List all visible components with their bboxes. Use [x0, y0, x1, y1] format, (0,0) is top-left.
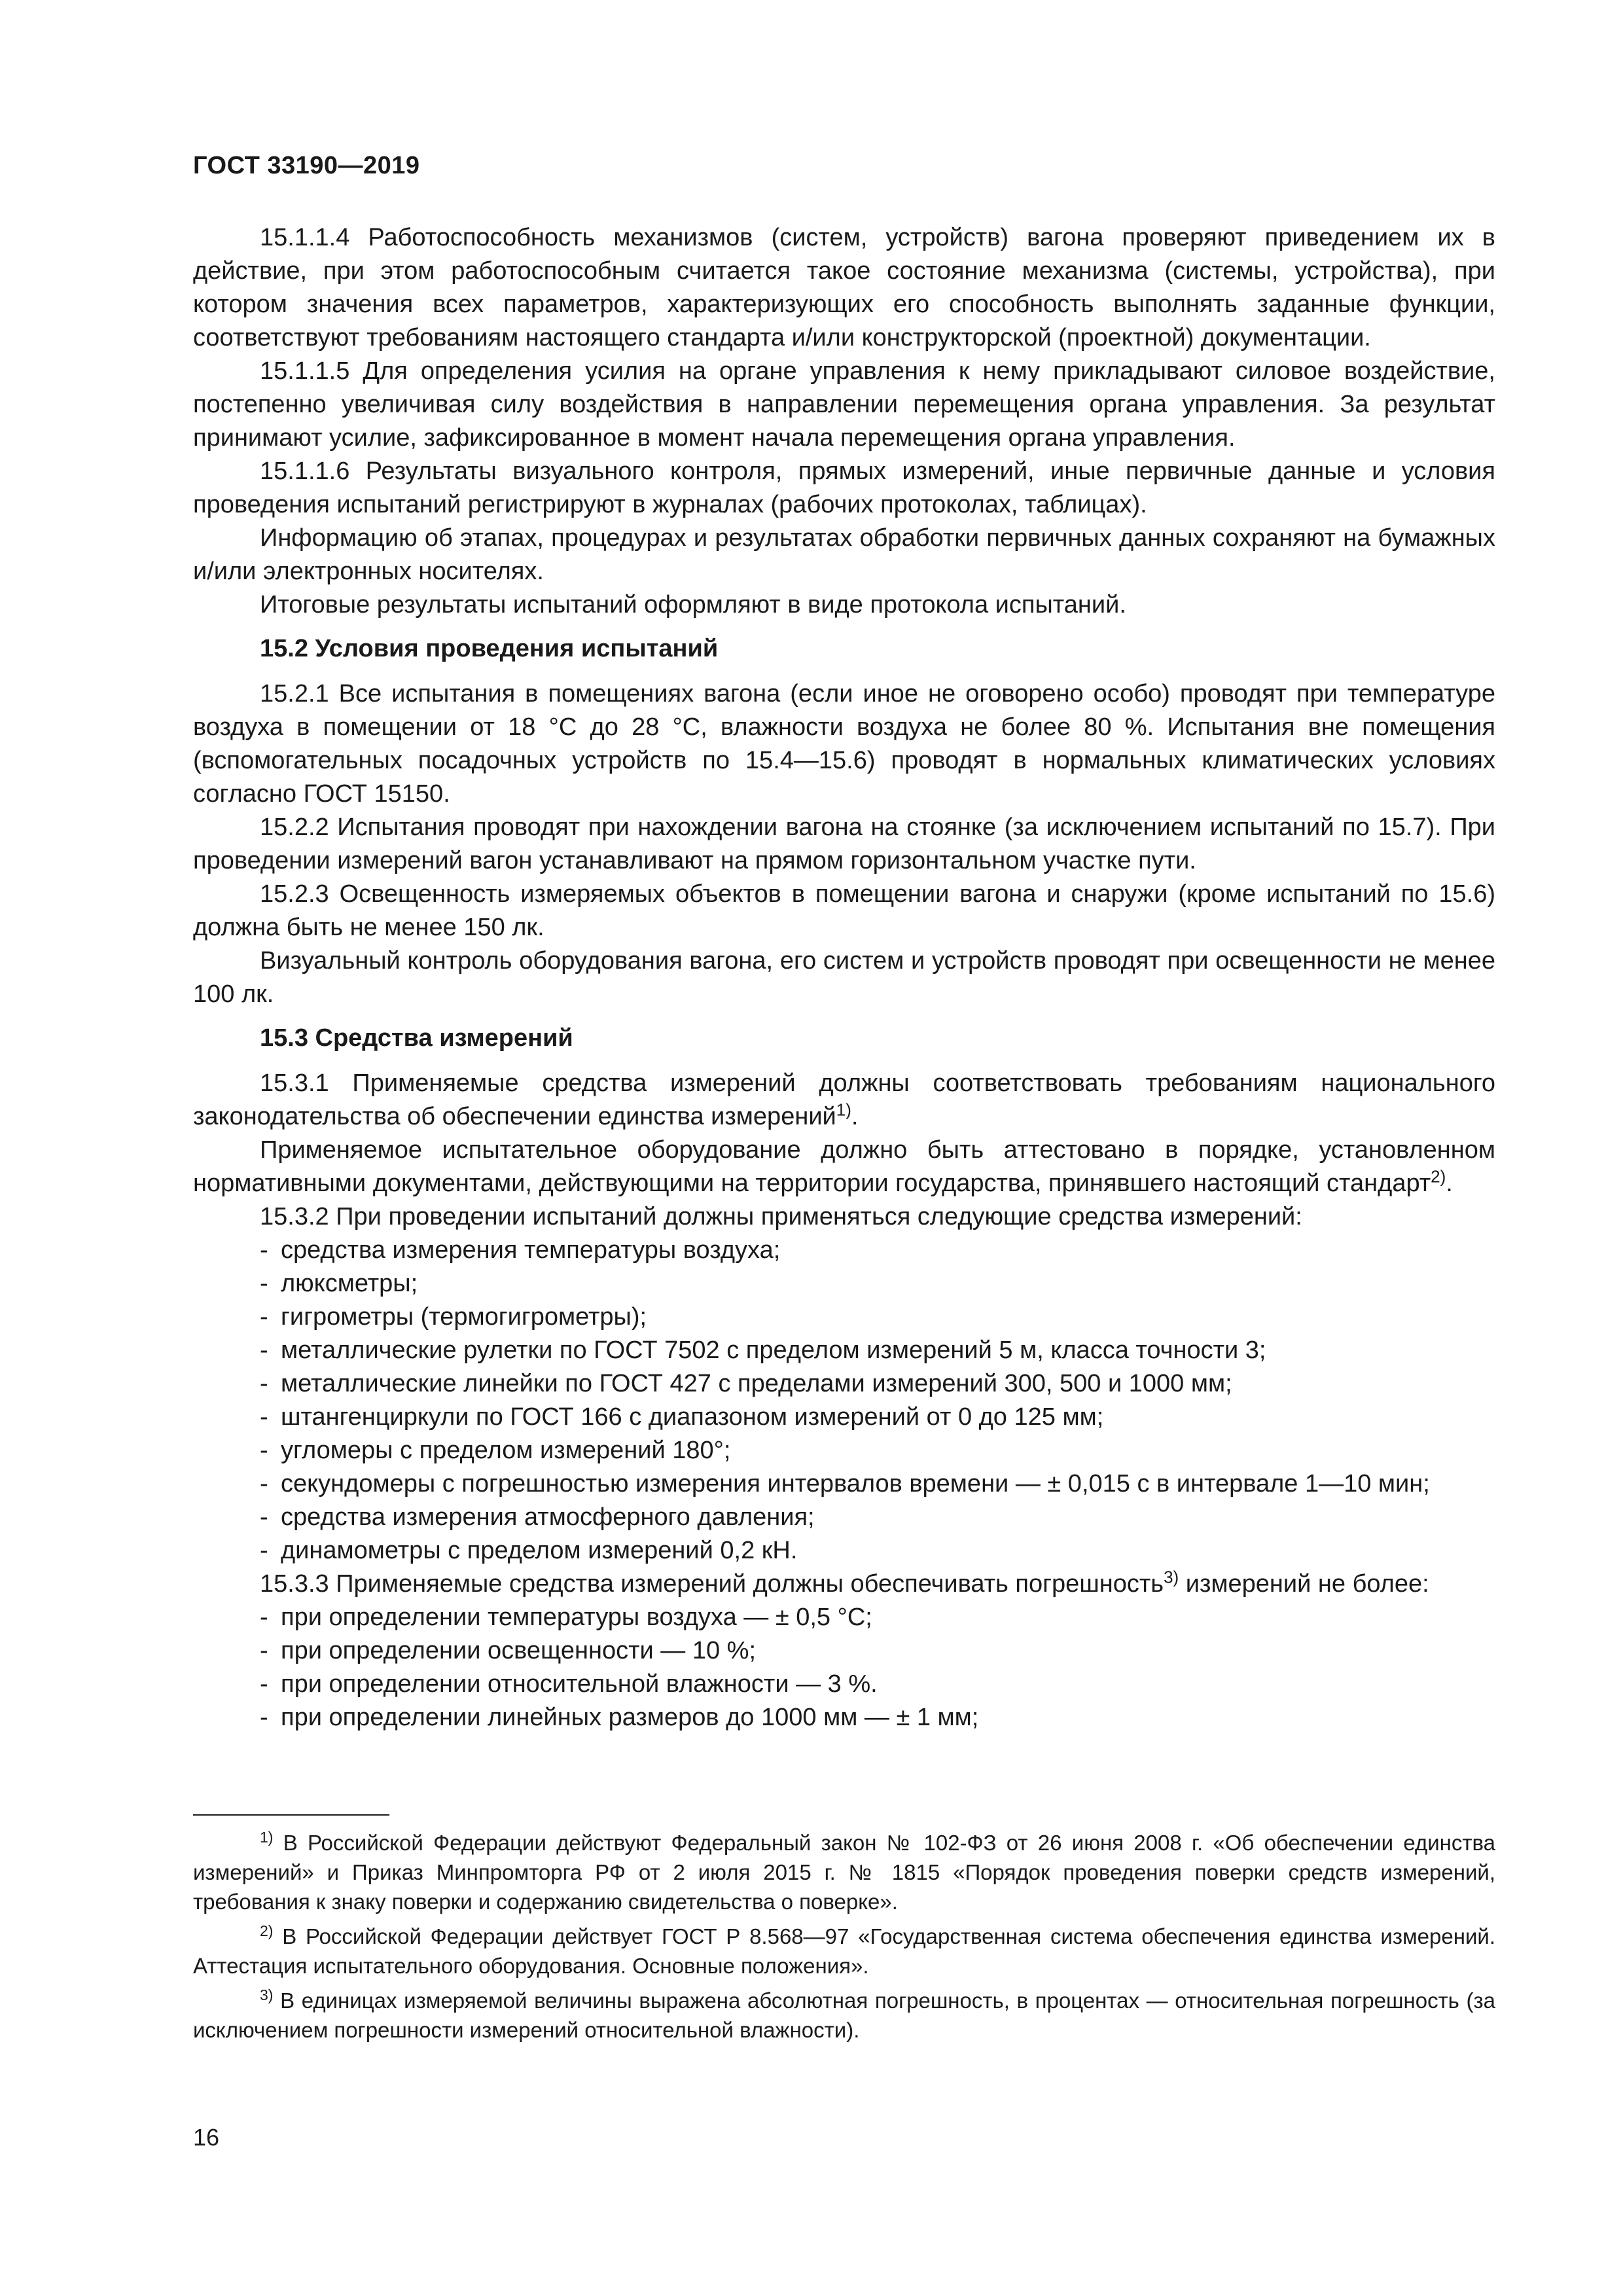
- page-body: [193, 221, 1495, 1734]
- list-item: - при определении температуры воздуха — ± 0,5 °С;: [260, 1604, 872, 1631]
- accuracy-list: [193, 1601, 1495, 1734]
- paragraph-15-2-3: 15.2.3 Освещенность измеряемых объектов в помещении вагона и снаружи (кроме испытаний по 15.6) должна быть не менее 150 лк.: [193, 880, 1495, 941]
- list-item: - при определении линейных размеров до 1000 мм — ± 1 мм;: [260, 1704, 979, 1731]
- instruments-list: [193, 1234, 1495, 1568]
- paragraph-visual-control: Визуальный контроль оборудования вагона, его систем и устройств проводят при освещенности не менее 100 лк.: [193, 947, 1495, 1008]
- list-item: - секундомеры с погрешностью измерения интервалов времени — ± 0,015 с в интервале 1—10 мин;: [260, 1470, 1430, 1498]
- list-item: - средства измерения атмосферного давления;: [260, 1503, 815, 1531]
- paragraph-final-results: Итоговые результаты испытаний оформляют в виде протокола испытаний.: [260, 591, 1126, 619]
- list-item: - люксметры;: [260, 1270, 418, 1297]
- paragraph-15-2-2: 15.2.2 Испытания проводят при нахождении вагона на стоянке (за исключением испытаний по 15.7). При проведении измерений вагон устанавливают на прямом горизонтальном участке пути.: [193, 814, 1495, 874]
- list-item: - штангенциркули по ГОСТ 166 с диапазоном измерений от 0 до 125 мм;: [260, 1403, 1104, 1431]
- list-item: - средства измерения температуры воздуха;: [260, 1236, 781, 1264]
- page-number: 16: [193, 2124, 220, 2151]
- section-heading-15-2: 15.2 Условия проведения испытаний: [260, 635, 719, 662]
- footnote-ref-1[interactable]: 1): [836, 1100, 851, 1120]
- list-item: - угломеры с пределом измерений 180°;: [260, 1437, 731, 1464]
- footnote-ref-2[interactable]: 2): [1431, 1166, 1446, 1187]
- footnote-ref-3[interactable]: 3): [1164, 1567, 1179, 1587]
- paragraph-15-1-1-5: 15.1.1.5 Для определения усилия на органе управления к нему прикладывают силовое воздействие, постепенно увеличивая силу воздействия в направлении перемещения органа управления. За результат принимают усилие, зафиксированное в момент начала перемещения органа управления.: [193, 357, 1495, 452]
- list-item: - при определении относительной влажности — 3 %.: [260, 1670, 878, 1698]
- paragraph-15-1-1-4: 15.1.1.4 Работоспособность механизмов (систем, устройств) вагона проверяют приведением их в действие, при этом работоспособным считается такое состояние механизма (системы, устройства), при котором значения всех параметров, характеризующих его способность выполнять заданные функции, соответствуют требованиям настоящего стандарта и/или конструкторской (проектной) документации.: [193, 224, 1495, 351]
- footnote-1: $^{1)}$ В Российской Федерации действуют Федеральный закон № 102-ФЗ от 26 июня 2008 г. «Об обеспечении единства измерений» и Приказ Минпромторга РФ от 2 июля 2015 г. № 1815 «Порядок проведения поверки средств измерений, требования к знаку поверки и содержанию свидетельства о поверке».: [193, 1829, 1495, 1914]
- footnotes: [193, 1828, 1495, 2050]
- footnote-2: $^{2)}$ В Российской Федерации действует ГОСТ Р 8.568—97 «Государственная система обеспечения единства измерений. Аттестация испытательного оборудования. Основные положения».: [193, 1922, 1495, 1978]
- list-item: - металлические рулетки по ГОСТ 7502 с пределом измерений 5 м, класса точности 3;: [260, 1336, 1266, 1364]
- paragraph-test-equipment: Применяемое испытательное оборудование должно быть аттестовано в порядке, установленном нормативными документами, действующими на территории государства, принявшего настоящий стандарт$^{2)}$.: [193, 1136, 1495, 1197]
- section-heading-15-3: 15.3 Средства измерений: [260, 1024, 573, 1052]
- paragraph-15-1-1-6: 15.1.1.6 Результаты визуального контроля, прямых измерений, иные первичные данные и условия проведения испытаний регистрируют в журналах (рабочих протоколах, таблицах).: [193, 457, 1495, 518]
- list-item: - металлические линейки по ГОСТ 427 с пределами измерений 300, 500 и 1000 мм;: [260, 1370, 1232, 1397]
- paragraph-15-3-2: 15.3.2 При проведении испытаний должны применяться следующие средства измерений:: [260, 1203, 1302, 1230]
- paragraph-15-2-1: 15.2.1 Все испытания в помещениях вагона (если иное не оговорено особо) проводят при температуре воздуха в помещении от 18 °С до 28 °С, влажности воздуха не более 80 %. Испытания вне помещения (вспомогательных посадочных устройств по 15.4—15.6) проводят в нормальных климатических условиях согласно ГОСТ 15150.: [193, 680, 1495, 808]
- footnote-separator: [193, 1814, 389, 1816]
- list-item: - при определении освещенности — 10 %;: [260, 1637, 757, 1664]
- paragraph-data-storage: Информацию об этапах, процедурах и результатах обработки первичных данных сохраняют на бумажных и/или электронных носителях.: [193, 524, 1495, 585]
- footnote-3: $^{3)}$ В единицах измеряемой величины выражена абсолютная погрешность, в процентах — относительная погрешность (за исключением погрешности измерений относительной влажности).: [193, 1986, 1495, 2042]
- document-code-header: ГОСТ 33190—2019: [193, 152, 420, 179]
- list-item: - динамометры с пределом измерений 0,2 кН.: [260, 1537, 798, 1564]
- paragraph-15-3-3: 15.3.3 Применяемые средства измерений должны обеспечивать погрешность$^{3)}$ измерений не более:: [260, 1567, 1429, 1598]
- paragraph-15-3-1: 15.3.1 Применяемые средства измерений должны соответствовать требованиям национального законодательства об обеспечении единства измерений$^{1)}$.: [193, 1069, 1495, 1130]
- list-item: - гигрометры (термогигрометры);: [260, 1303, 647, 1331]
